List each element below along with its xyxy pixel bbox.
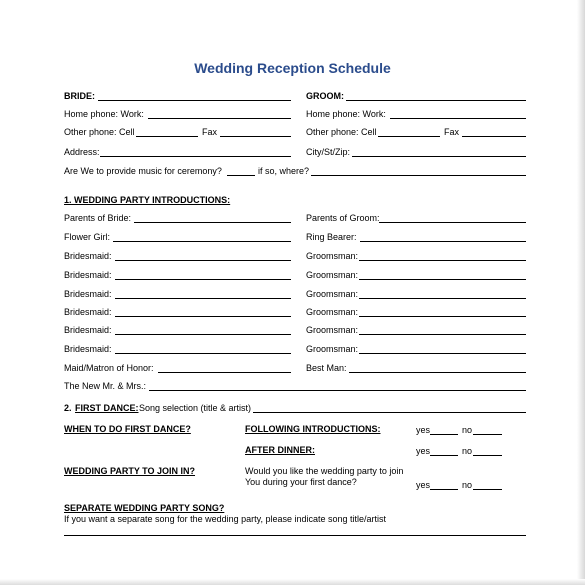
groom-label: GROOM: xyxy=(306,91,344,101)
if-so-where-label: if so, where? xyxy=(258,166,310,176)
party-right-label: Groomsman: xyxy=(306,251,359,261)
song-selection-field[interactable] xyxy=(253,412,526,413)
party-right-field[interactable] xyxy=(379,222,526,223)
party-left-field[interactable] xyxy=(115,353,291,354)
following-intros-label: FOLLOWING INTRODUCTIONS: xyxy=(245,424,381,434)
party-right-label: Parents of Groom: xyxy=(306,213,380,223)
yes-field[interactable] xyxy=(430,434,458,435)
groom-home-phone-field[interactable] xyxy=(390,118,526,119)
groom-other-phone-label: Other phone: Cell xyxy=(306,127,377,137)
page-title: Wedding Reception Schedule xyxy=(194,60,391,76)
party-left-label: Maid/Matron of Honor: xyxy=(64,363,154,373)
party-right-label: Groomsman: xyxy=(306,289,359,299)
address-field[interactable] xyxy=(100,156,291,157)
party-left-field[interactable] xyxy=(115,260,291,261)
party-left-label: Flower Girl: xyxy=(64,232,111,242)
music-answer-field[interactable] xyxy=(227,175,255,176)
party-right-field[interactable] xyxy=(359,279,526,280)
party-left-label: Bridesmaid: xyxy=(64,289,112,299)
party-right-label: Groomsman: xyxy=(306,325,359,335)
party-right-label: Groomsman: xyxy=(306,270,359,280)
no-field[interactable] xyxy=(473,455,502,456)
no-field[interactable] xyxy=(473,489,502,490)
party-left-field[interactable] xyxy=(158,372,291,373)
when-first-dance-heading: WHEN TO DO FIRST DANCE? xyxy=(64,424,191,434)
party-right-field[interactable] xyxy=(360,241,526,242)
city-st-zip-field[interactable] xyxy=(352,156,526,157)
party-left-field[interactable] xyxy=(115,334,291,335)
bride-fax-label: Fax xyxy=(202,127,218,137)
first-dance-heading: FIRST DANCE: xyxy=(75,403,139,413)
new-mr-mrs-label: The New Mr. & Mrs.: xyxy=(64,381,147,391)
yes-label: yes xyxy=(416,446,431,456)
party-right-field[interactable] xyxy=(359,298,526,299)
bride-home-phone-field[interactable] xyxy=(148,118,291,119)
music-question-label: Are We to provide music for ceremony? xyxy=(64,166,222,176)
party-right-field[interactable] xyxy=(359,260,526,261)
bride-label: BRIDE: xyxy=(64,91,95,101)
party-right-field[interactable] xyxy=(359,353,526,354)
separate-song-note: If you want a separate song for the wedding party, please indicate song title/artist xyxy=(64,514,387,524)
party-right-label: Groomsman: xyxy=(306,344,359,354)
party-left-field[interactable] xyxy=(115,298,291,299)
groom-cell-field[interactable] xyxy=(378,136,440,137)
would-you-like-line-1: Would you like the wedding party to join xyxy=(245,466,404,476)
party-right-label: Groomsman: xyxy=(306,307,359,317)
party-right-field[interactable] xyxy=(359,316,526,317)
party-left-field[interactable] xyxy=(113,241,291,242)
party-right-label: Ring Bearer: xyxy=(306,232,357,242)
new-mr-mrs-field[interactable] xyxy=(149,390,526,391)
bride-home-phone-label: Home phone: Work: xyxy=(64,109,144,119)
city-st-zip-label: City/St/Zip: xyxy=(306,147,351,157)
party-left-label: Bridesmaid: xyxy=(64,251,112,261)
separate-song-heading: SEPARATE WEDDING PARTY SONG? xyxy=(64,503,225,513)
bride-cell-field[interactable] xyxy=(136,136,198,137)
party-right-field[interactable] xyxy=(359,334,526,335)
groom-fax-label: Fax xyxy=(444,127,460,137)
would-you-like-line-2: You during your first dance? xyxy=(245,477,357,487)
music-location-field[interactable] xyxy=(311,175,526,176)
page-bottom-shadow xyxy=(0,579,585,585)
song-selection-label: Song selection (title & artist) xyxy=(139,403,252,413)
bride-other-phone-label: Other phone: Cell xyxy=(64,127,135,137)
yes-label: yes xyxy=(416,480,431,490)
section-2-number: 2. xyxy=(64,403,72,413)
party-left-label: Bridesmaid: xyxy=(64,307,112,317)
after-dinner-label: AFTER DINNER: xyxy=(245,445,315,455)
party-left-field[interactable] xyxy=(115,279,291,280)
party-left-label: Parents of Bride: xyxy=(64,213,132,223)
groom-fax-field[interactable] xyxy=(462,136,526,137)
bride-fax-field[interactable] xyxy=(220,136,291,137)
party-left-field[interactable] xyxy=(134,222,291,223)
address-label: Address: xyxy=(64,147,100,157)
no-label: no xyxy=(462,480,473,490)
yes-field[interactable] xyxy=(430,455,458,456)
party-left-label: Bridesmaid: xyxy=(64,344,112,354)
no-label: no xyxy=(462,425,473,435)
party-join-heading: WEDDING PARTY TO JOIN IN? xyxy=(64,466,196,476)
groom-home-phone-label: Home phone: Work: xyxy=(306,109,386,119)
no-field[interactable] xyxy=(473,434,502,435)
groom-field[interactable] xyxy=(346,100,526,101)
party-left-field[interactable] xyxy=(115,316,291,317)
page-edge-shadow xyxy=(577,0,585,585)
party-left-label: Bridesmaid: xyxy=(64,270,112,280)
party-left-label: Bridesmaid: xyxy=(64,325,112,335)
section-1-heading: 1. WEDDING PARTY INTRODUCTIONS: xyxy=(64,195,231,205)
party-right-field[interactable] xyxy=(349,372,526,373)
yes-field[interactable] xyxy=(430,489,458,490)
separate-song-field[interactable] xyxy=(64,535,526,536)
party-right-label: Best Man: xyxy=(306,363,347,373)
yes-label: yes xyxy=(416,425,431,435)
bride-field[interactable] xyxy=(98,100,291,101)
no-label: no xyxy=(462,446,473,456)
